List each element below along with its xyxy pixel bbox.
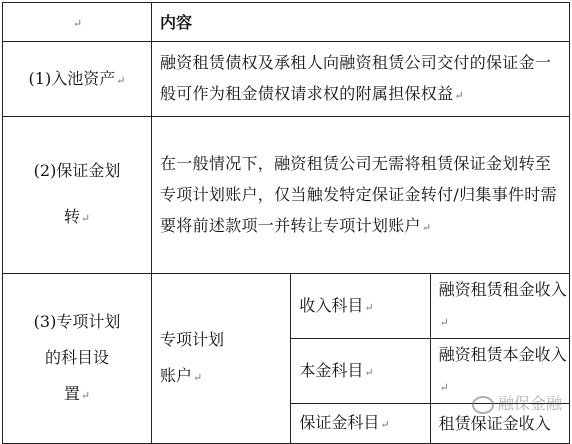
watermark: 融保金融 bbox=[472, 391, 562, 414]
header-cell-content: 内容 bbox=[152, 3, 570, 42]
subject-value: 融资租赁本金收入↵ bbox=[430, 339, 569, 404]
subject-name: 保证金科目↵ bbox=[291, 404, 430, 444]
table-row bbox=[3, 42, 570, 117]
table-row bbox=[3, 117, 570, 274]
table-row bbox=[3, 274, 570, 339]
asset-securitization-table bbox=[2, 2, 570, 444]
row-content: 在一般情况下，融资租赁公司无需将租赁保证金划转至专项计划账户，仅当触发特定保证金转付/归集事件时需要将前述款项一并转让专项计划账户↵ bbox=[152, 117, 570, 274]
subject-value: 融资租赁租金收入↵ bbox=[430, 274, 569, 339]
row-label: (1)入池资产↵ bbox=[3, 42, 152, 117]
row-content: 融资租赁债权及承租人向融资租赁公司交付的保证金一般可作为租金债权请求权的附属担保权益↵ bbox=[152, 42, 570, 117]
header-cell-empty: ↵ bbox=[3, 3, 152, 42]
subject-value: 租赁保证金收入 bbox=[430, 404, 569, 444]
subject-name: 本金科目↵ bbox=[291, 339, 430, 404]
row-label: (2)保证金划 转↵ bbox=[3, 117, 152, 274]
subject-name: 收入科目↵ bbox=[291, 274, 430, 339]
header-row bbox=[3, 3, 570, 42]
account-cell: 专项计划 账户↵ bbox=[152, 274, 291, 444]
row-label: (3)专项计划 的科目设 置↵ bbox=[3, 274, 152, 444]
